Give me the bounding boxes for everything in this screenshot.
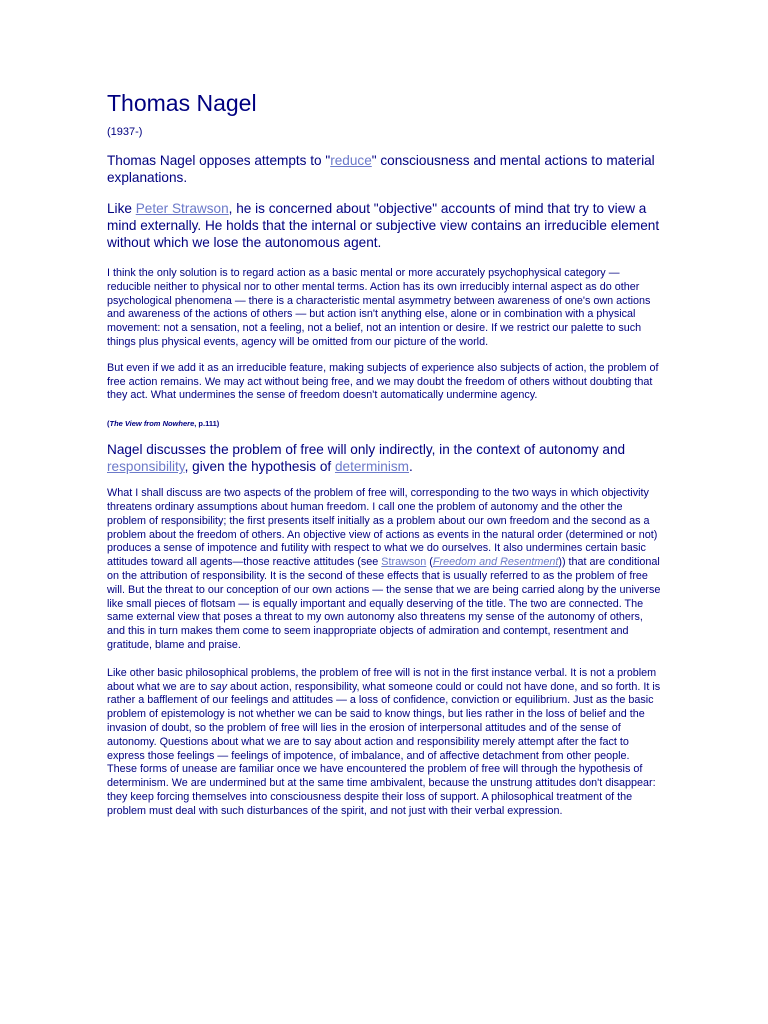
quote3-text-3: )) that are conditional on the attribution of responsibility. It is the second of these effects that is usually referred to as the problem of free will. But the threat to our conception of our own actions — the sense that we are being carried along by the universe like small pieces of flotsam — is equally important and equally deserving of the title. The two are connected. The same external view that poses a threat to my own autonomy also threatens my sense of the autonomy of others, and this in turn makes them come to seem inappropriate objects of admiration and contempt, resentment and gratitude, blame and praise.: [107, 556, 661, 651]
quote-not-verbal-paragraph: [107, 667, 662, 819]
citation-page: , p.111): [194, 419, 220, 429]
citation-book-title: The View from Nowhere: [109, 419, 195, 429]
peter-strawson-link[interactable]: Peter Strawson: [135, 201, 229, 216]
quote-action-paragraph: I think the only solution is to regard action as a basic mental or more accurately psychophysical category — reducible neither to physical nor to other mental terms. Action has its own irreducibly internal aspect as do other psychological phenomena — there is a characteristic mental asymmetry between awareness of one's own actions and awareness of the actions of others — but action isn't anything else, alone or in combination with a physical movement: not a sensation, not a feeling, not a belief, not an intention or desire. If we restrict our palette to such things plus physical events, agency will be omitted from our picture of the world.: [107, 267, 651, 348]
citation-open: (: [107, 419, 110, 429]
life-dates: (1937-): [107, 126, 143, 138]
quote3-text-1: What I shall discuss are two aspects of the problem of free will, corresponding to the two ways in which objectivity threatens ordinary assumptions about human freedom. I call one the problem of autonomy and the other the problem of responsibility; the first presents itself initially as a problem about our own freedom and the second as a problem about the freedom of others. An objective view of actions as events in the natural order (determined or not) produces a sense of impotence and futility with respect to what we do ourselves. It also undermines certain basic attitudes toward all agents—those reactive attitudes (see: [107, 487, 658, 569]
strawson-link[interactable]: Strawson: [381, 556, 427, 569]
document-page: [107, 88, 662, 819]
intro-paragraph: [107, 152, 662, 186]
like-text-1: Like: [107, 201, 136, 216]
intro-text-1: Thomas Nagel opposes attempts to ": [107, 153, 331, 168]
quote3-text-2: (: [426, 556, 433, 569]
responsibility-link[interactable]: responsibility: [107, 459, 185, 475]
discuss-text-2: , given the hypothesis of: [184, 459, 335, 475]
like-text-2: , he is concerned about "objective" accounts of mind that try to view a mind externally. He holds that the internal or subjective view contains an irreducible element without which we lose the autonomous agent.: [107, 201, 660, 250]
discuss-paragraph: [107, 441, 662, 475]
determinism-link[interactable]: determinism: [334, 459, 409, 475]
citation: [107, 419, 662, 429]
page-title: Thomas Nagel: [107, 90, 257, 116]
reduce-link[interactable]: reduce: [330, 153, 372, 168]
freedom-and-resentment-link[interactable]: Freedom and Resentment: [432, 556, 559, 569]
quote4-text-2: about action, responsibility, what someone could or could not have done, and so forth. It is rather a bafflement of our feelings and attitudes — a loss of confidence, conviction or equilibrium. Just as the basic problem of epistemology is not whether we can be said to know things, but lies rather in the loss of belief and the invasion of doubt, so the problem of free will lies in the erosion of interpersonal attitudes and of the sense of autonomy. Questions about what we are to say about action and responsibility merely attempt after the fact to express those feelings — feelings of impotence, of imbalance, and of affective detachment from other people. These forms of unease are familiar once we have encountered the problem of free will through the hypothesis of determinism. We are undermined but at the same time ambivalent, because the unstrung attitudes don't disappear: they keep forcing themselves into consciousness despite their loss of support. A philosophical treatment of the problem must deal with such disturbances of the spirit, and not just with their verbal expression.: [107, 680, 661, 817]
strawson-paragraph: [107, 200, 662, 251]
quote4-emphasis-say: say: [210, 680, 228, 693]
discuss-text-1: Nagel discusses the problem of free will only indirectly, in the context of autonomy and: [107, 442, 626, 458]
intro-text-2: " consciousness and mental actions to material explanations.: [107, 153, 655, 185]
discuss-text-3: .: [409, 459, 413, 475]
quote4-text-1: Like other basic philosophical problems, the problem of free will is not in the first instance verbal. It is not a problem about what we are to: [107, 666, 657, 693]
quote-free-action-paragraph: But even if we add it as an irreducible feature, making subjects of experience also subjects of action, the problem of free action remains. We may act without being free, and we may doubt the freedom of others without doubting that they act. What undermines the sense of freedom doesn't automatically undermine agency.: [107, 361, 659, 402]
quote-two-aspects-paragraph: [107, 487, 662, 653]
